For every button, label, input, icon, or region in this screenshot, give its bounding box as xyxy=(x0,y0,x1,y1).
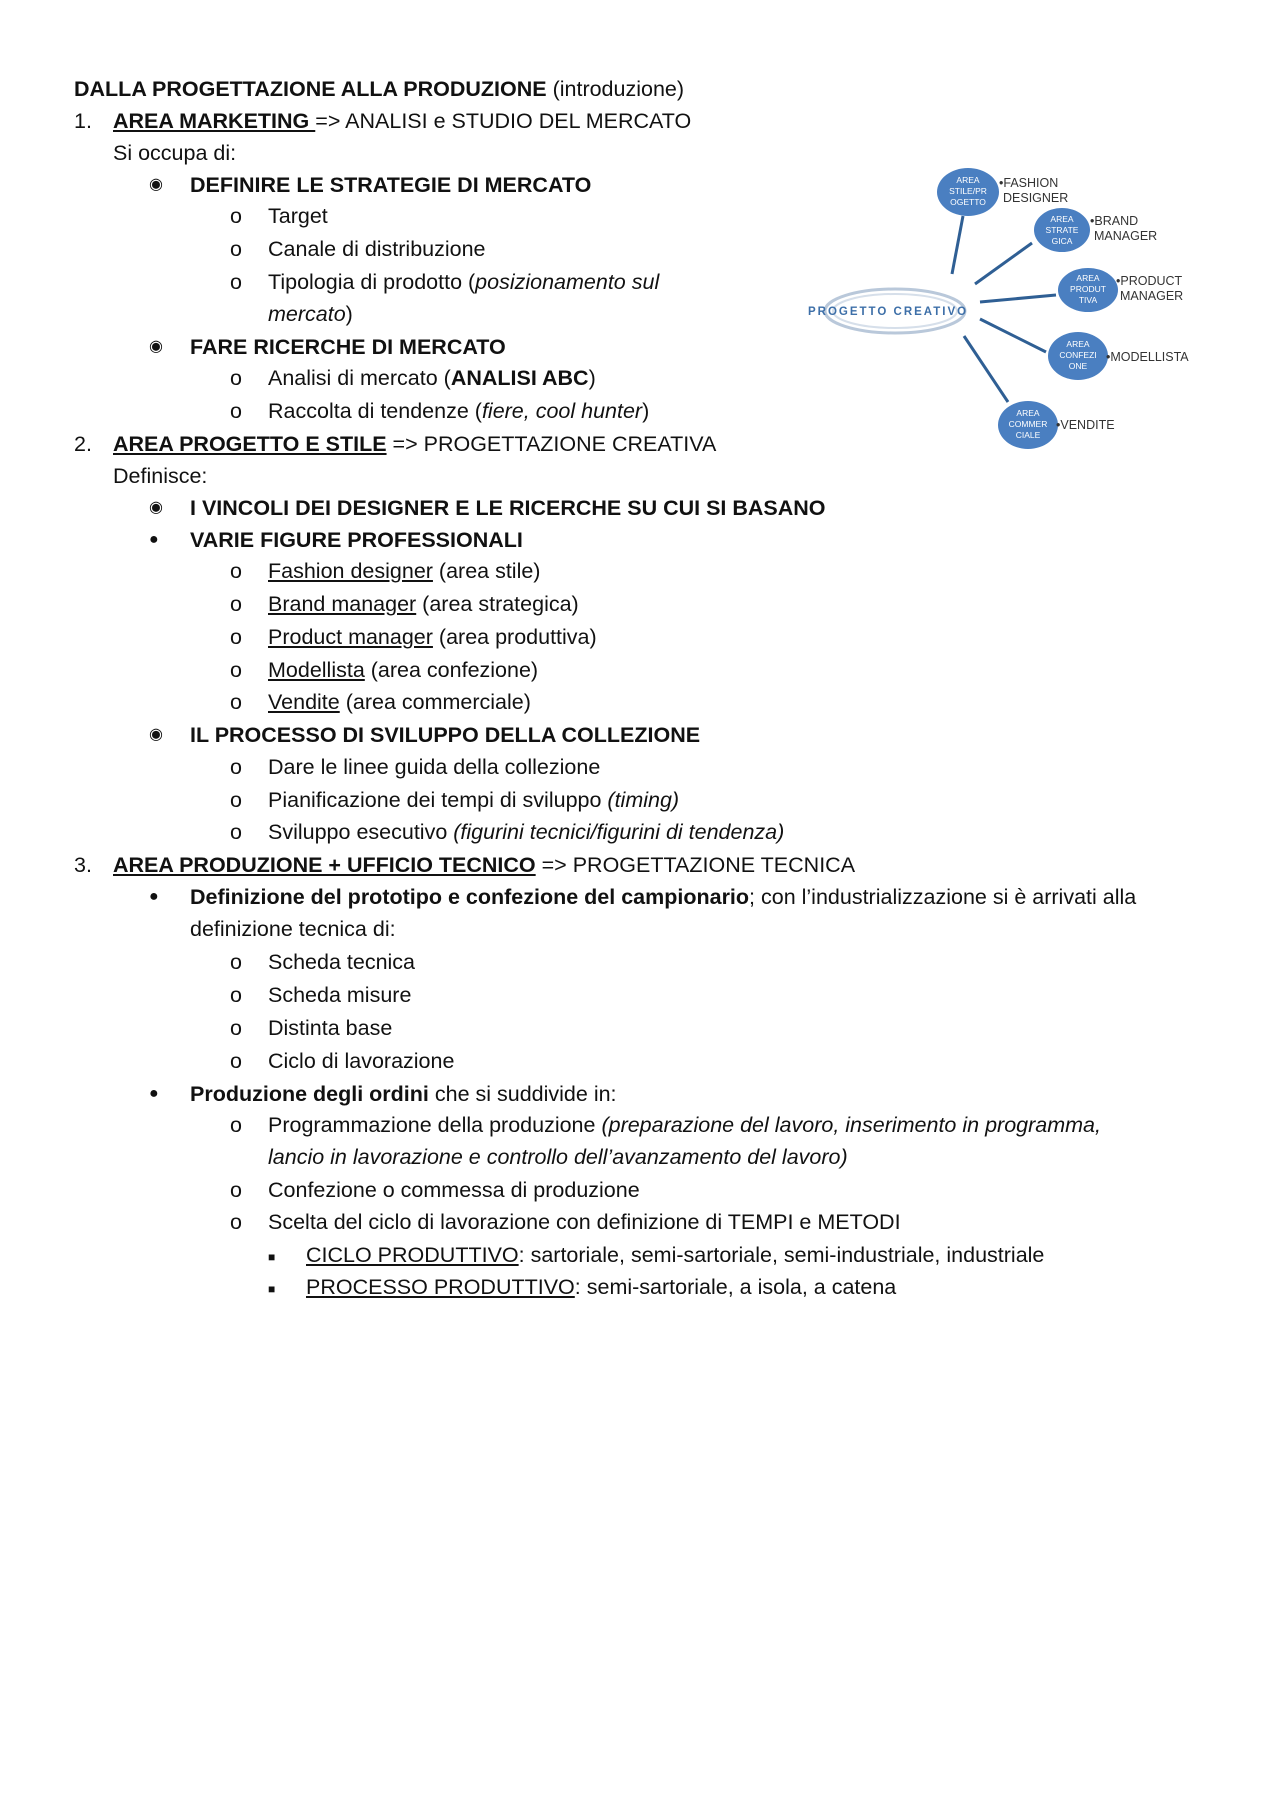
text-run-underline: CICLO PRODUTTIVO xyxy=(306,1243,519,1267)
node-text: STRATE xyxy=(1045,225,1079,235)
node-text: TIVA xyxy=(1078,295,1098,305)
section-intro: Definisce: xyxy=(113,464,208,488)
title-sub: (introduzione) xyxy=(552,77,685,101)
node-text: COMMER xyxy=(1008,419,1048,429)
node-label: •FASHION xyxy=(999,176,1059,190)
connector-line xyxy=(975,243,1032,284)
circle-bullet-icon: o xyxy=(230,1113,242,1137)
text-run-italic: mercato xyxy=(268,302,346,326)
bullet-label: VARIE FIGURE PROFESSIONALI xyxy=(190,528,523,552)
figure-role: Brand manager xyxy=(268,592,417,616)
circle-bullet-icon: o xyxy=(230,1210,242,1234)
section-name: AREA PROGETTO E STILE xyxy=(113,432,387,456)
figure-area: (area produttiva) xyxy=(432,625,597,649)
circle-bullet-icon: o xyxy=(230,950,242,974)
node-text: AREA xyxy=(1076,273,1100,283)
node-text: AREA xyxy=(1016,408,1040,418)
text-run: Analisi di mercato ( xyxy=(268,366,451,390)
bullet-icon: ● xyxy=(149,888,159,905)
circle-bullet-icon: o xyxy=(230,399,242,423)
circle-bullet-icon: o xyxy=(230,625,242,649)
connector-line xyxy=(980,295,1056,302)
node-area-confezione xyxy=(1048,332,1189,380)
section-intro: Si occupa di: xyxy=(113,141,237,165)
sub-item-text xyxy=(268,364,596,392)
node-text: PRODUT xyxy=(1070,284,1106,294)
sub-item-text: Confezione o commessa di produzione xyxy=(268,1178,640,1202)
section-arrow: => PROGETTAZIONE TECNICA xyxy=(535,853,856,877)
progetto-creativo-diagram xyxy=(800,164,1210,454)
figure-role: Modellista xyxy=(268,658,365,682)
bullet-label: I VINCOLI DEI DESIGNER E LE RICERCHE SU CUI SI BASANO xyxy=(190,496,826,520)
bullet-icon: ◉ xyxy=(149,499,163,516)
bullet-icon: ◉ xyxy=(149,338,163,355)
node-text: CONFEZI xyxy=(1059,350,1097,360)
sub-item-text: Target xyxy=(268,204,328,228)
text-run: Programmazione della produzione xyxy=(268,1113,602,1137)
text-run: Pianificazione dei tempi di sviluppo xyxy=(268,788,608,812)
circle-bullet-icon: o xyxy=(230,1016,242,1040)
center-label: PROGETTO CREATIVO xyxy=(808,306,969,318)
node-area-strategica xyxy=(1034,208,1157,252)
node-label: •VENDITE xyxy=(1056,418,1115,432)
sub-item-text: Scheda misure xyxy=(268,983,412,1007)
bullet-icon: ◉ xyxy=(149,176,163,193)
text-run: : semi-sartoriale, a isola, a catena xyxy=(574,1275,897,1299)
figure-area: (area confezione) xyxy=(364,658,539,682)
text-run: ) xyxy=(345,302,353,326)
figure-role: Product manager xyxy=(268,625,433,649)
circle-bullet-icon: o xyxy=(230,204,242,228)
text-run-bold: ANALISI ABC xyxy=(450,366,589,390)
sub-item-text: Ciclo di lavorazione xyxy=(268,1049,455,1073)
figure-role: Fashion designer xyxy=(268,559,433,583)
node-text: GICA xyxy=(1051,236,1073,246)
text-run: ) xyxy=(588,366,596,390)
text-run: che si suddivide in: xyxy=(428,1082,617,1106)
circle-bullet-icon: o xyxy=(230,592,242,616)
sub-item-continued xyxy=(268,300,353,328)
bullet-icon: ● xyxy=(149,1085,159,1102)
text-run-italic: (preparazione del lavoro, inserimento in programma, xyxy=(601,1113,1101,1137)
circle-bullet-icon: o xyxy=(230,1049,242,1073)
figure-role: Vendite xyxy=(268,690,340,714)
section-arrow: => PROGETTAZIONE CREATIVA xyxy=(386,432,717,456)
text-run-bold: Produzione degli ordini xyxy=(190,1082,429,1106)
section-name: AREA PRODUZIONE + UFFICIO TECNICO xyxy=(113,853,536,877)
circle-bullet-icon: o xyxy=(230,366,242,390)
connector-line xyxy=(952,216,963,274)
circle-bullet-icon: o xyxy=(230,658,242,682)
node-label: MANAGER xyxy=(1120,289,1184,303)
bullet-item-continued: definizione tecnica di: xyxy=(190,917,396,941)
text-run: Raccolta di tendenze ( xyxy=(268,399,482,423)
section-name: AREA MARKETING xyxy=(113,109,316,133)
node-area-stile xyxy=(937,168,1068,216)
figure-area: (area stile) xyxy=(432,559,541,583)
node-area-produttiva xyxy=(1058,268,1183,312)
bullet-icon: ◉ xyxy=(149,726,163,743)
section-number: 1. xyxy=(74,109,92,133)
text-run-italic: posizionamento sul xyxy=(475,270,660,294)
node-text: AREA xyxy=(1050,214,1074,224)
sub-item-text xyxy=(268,397,649,425)
text-run: ) xyxy=(642,399,650,423)
node-label: •MODELLISTA xyxy=(1106,350,1189,364)
circle-bullet-icon: o xyxy=(230,983,242,1007)
bullet-label: DEFINIRE LE STRATEGIE DI MERCATO xyxy=(190,173,592,197)
node-text: AREA xyxy=(956,175,980,185)
circle-bullet-icon: o xyxy=(230,559,242,583)
text-run: Tipologia di prodotto ( xyxy=(268,270,476,294)
section-arrow: => ANALISI e STUDIO DEL MERCATO xyxy=(315,109,692,133)
sub-item-continued: lancio in lavorazione e controllo dell’avanzamento del lavoro) xyxy=(268,1145,848,1169)
bullet-label: FARE RICERCHE DI MERCATO xyxy=(190,335,506,359)
bullet-icon: ● xyxy=(149,531,159,548)
sub-item-text: Distinta base xyxy=(268,1016,393,1040)
circle-bullet-icon: o xyxy=(230,270,242,294)
text-run-italic: (timing) xyxy=(607,788,680,812)
text-run: Sviluppo esecutivo xyxy=(268,820,454,844)
circle-bullet-icon: o xyxy=(230,1178,242,1202)
circle-bullet-icon: o xyxy=(230,690,242,714)
node-text: STILE/PR xyxy=(949,186,987,196)
node-text: ONE xyxy=(1068,361,1088,371)
section-number: 3. xyxy=(74,853,92,877)
text-run: : sartoriale, semi-sartoriale, semi-industriale, industriale xyxy=(518,1243,1045,1267)
figure-area: (area commerciale) xyxy=(339,690,531,714)
text-run-italic: (figurini tecnici/figurini di tendenza) xyxy=(453,820,785,844)
node-text: AREA xyxy=(1066,339,1090,349)
title-main: DALLA PROGETTAZIONE ALLA PRODUZIONE xyxy=(74,77,547,101)
sub-item-text: Dare le linee guida della collezione xyxy=(268,755,601,779)
connector-line xyxy=(964,336,1008,402)
sub-item-text xyxy=(268,268,659,296)
text-run-underline: PROCESSO PRODUTTIVO xyxy=(306,1275,575,1299)
node-label: •PRODUCT xyxy=(1116,274,1183,288)
square-bullet-icon: ■ xyxy=(268,1282,276,1296)
circle-bullet-icon: o xyxy=(230,788,242,812)
circle-bullet-icon: o xyxy=(230,237,242,261)
circle-bullet-icon: o xyxy=(230,755,242,779)
node-text: OGETTO xyxy=(950,197,986,207)
node-label: MANAGER xyxy=(1094,229,1158,243)
figure-area: (area strategica) xyxy=(416,592,579,616)
node-text: CIALE xyxy=(1015,430,1041,440)
text-run-italic: fiere, cool hunter xyxy=(481,399,643,423)
circle-bullet-icon: o xyxy=(230,820,242,844)
node-label: DESIGNER xyxy=(1003,191,1069,205)
connector-line xyxy=(980,319,1046,352)
text-run: ; con l’industrializzazione si è arrivati alla xyxy=(749,885,1137,909)
sub-item-text: Scelta del ciclo di lavorazione con definizione di TEMPI e METODI xyxy=(268,1210,901,1234)
bullet-label: IL PROCESSO DI SVILUPPO DELLA COLLEZIONE xyxy=(190,723,701,747)
document-title xyxy=(74,75,684,103)
sub-item-text: Scheda tecnica xyxy=(268,950,416,974)
section-number: 2. xyxy=(74,432,92,456)
text-run-bold: Definizione del prototipo e confezione del campionario xyxy=(190,885,750,909)
square-bullet-icon: ■ xyxy=(268,1250,276,1264)
sub-item-text: Canale di distribuzione xyxy=(268,237,486,261)
node-area-commerciale xyxy=(998,401,1115,449)
node-label: •BRAND xyxy=(1090,214,1139,228)
